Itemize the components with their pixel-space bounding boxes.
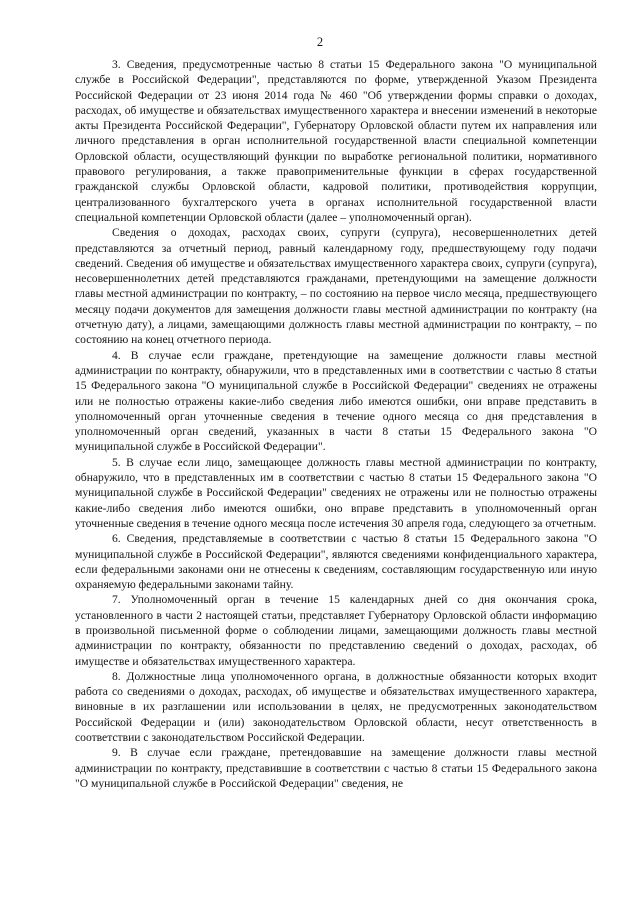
paragraph-3-continued: Сведения о доходах, расходах своих, супруги (супруга), несовершеннолетних детей представляются за отчетный период, равный календарному году, предшествующему году подачи сведений. Сведения об имуществе и обязательствах имущественного характера своих, супруги (супруга), несовершеннолетних детей представляются гражданами, претендующими на замещение должности главы местной администрации по контракту, – по состоянию на первое число месяца, предшествующего месяцу подачи документов для замещения должности главы местной администрации по контракту (на отчетную дату), а лицами, замещающими должность главы местной администрации по контракту, – по состоянию на конец отчетного периода. [75, 226, 597, 347]
page-number: 2 [316, 35, 324, 49]
paragraph-9: 9. В случае если граждане, претендовавшие на замещение должности главы местной администрации по контракту, представившие в соответствии с частью 8 статьи 15 Федерального закона "О муниципальной службе в Российской Федерации" сведения, не [75, 746, 597, 790]
document-body [75, 57, 597, 791]
paragraph-3: 3. Сведения, предусмотренные частью 8 статьи 15 Федерального закона "О муниципальной службе в Российской Федерации", представляются по форме, утвержденной Указом Президента Российской Федерации от 23 июня 2014 года № 460 "Об утверждении формы справки о доходах, расходах, об имуществе и обязательствах имущественного характера и внесении изменений в некоторые акты Президента Российской Федерации", Губернатору Орловской области путем их направления или личного представления в орган исполнительной государственной власти специальной компетенции Орловской области, осуществляющий функции по выработке региональной политики, нормативного правового регулирования, а также правоприменительные функции в сферах государственной гражданской службы Орловской области, кадровой политики, противодействия коррупции, централизованного бухгалтерского учета в органах исполнительной государственной власти специальной компетенции Орловской области (далее – уполномоченный орган). [75, 58, 597, 224]
paragraph-5: 5. В случае если лицо, замещающее должность главы местной администрации по контракту, обнаружило, что в представленных им в соответствии с частью 8 статьи 15 Федерального закона "О муниципальной службе в Российской Федерации" сведениях не отражены или не полностью отражены какие-либо сведения либо имеются ошибки, оно вправе представить в уполномоченный орган уточненные сведения в течение одного месяца после истечения 30 апреля года, следующего за отчетным. [75, 455, 597, 530]
paragraph-4: 4. В случае если граждане, претендующие на замещение должности главы местной администрации по контракту, обнаружили, что в представленных ими в соответствии с частью 8 статьи 15 Федерального закона "О муниципальной службе в Российской Федерации" сведениях не отражены или не полностью отражены какие-либо сведения либо имеются ошибки, они вправе представить в уполномоченный орган уточненные сведения в течение одного месяца со дня представления в уполномоченный орган сведений, указанных в части 8 статьи 15 Федерального закона "О муниципальной службе в Российской Федерации". [75, 348, 597, 454]
paragraph-7: 7. Уполномоченный орган в течение 15 календарных дней со дня окончания срока, установленного в части 2 настоящей статьи, представляет Губернатору Орловской области информацию в произвольной письменной форме о соблюдении лицами, замещающими должность главы местной администрации по контракту, обязанности по представлению сведений о доходах, расходах, об имуществе и обязательствах имущественного характера. [75, 593, 597, 668]
paragraph-8: 8. Должностные лица уполномоченного органа, в должностные обязанности которых входит работа со сведениями о доходах, расходах, об имуществе и обязательствах имущественного характера, виновные в их разглашении или использовании в целях, не предусмотренных законодательством Российской Федерации и (или) законодательством Орловской области, несут ответственность в соответствии с законодательством Российской Федерации. [75, 669, 597, 745]
paragraph-6: 6. Сведения, представляемые в соответствии с частью 8 статьи 15 Федерального закона "О муниципальной службе в Российской Федерации", являются сведениями конфиденциального характера, если федеральными законами они не отнесены к сведениям, составляющим государственную или иную охраняемую федеральными законами тайну. [75, 532, 597, 592]
